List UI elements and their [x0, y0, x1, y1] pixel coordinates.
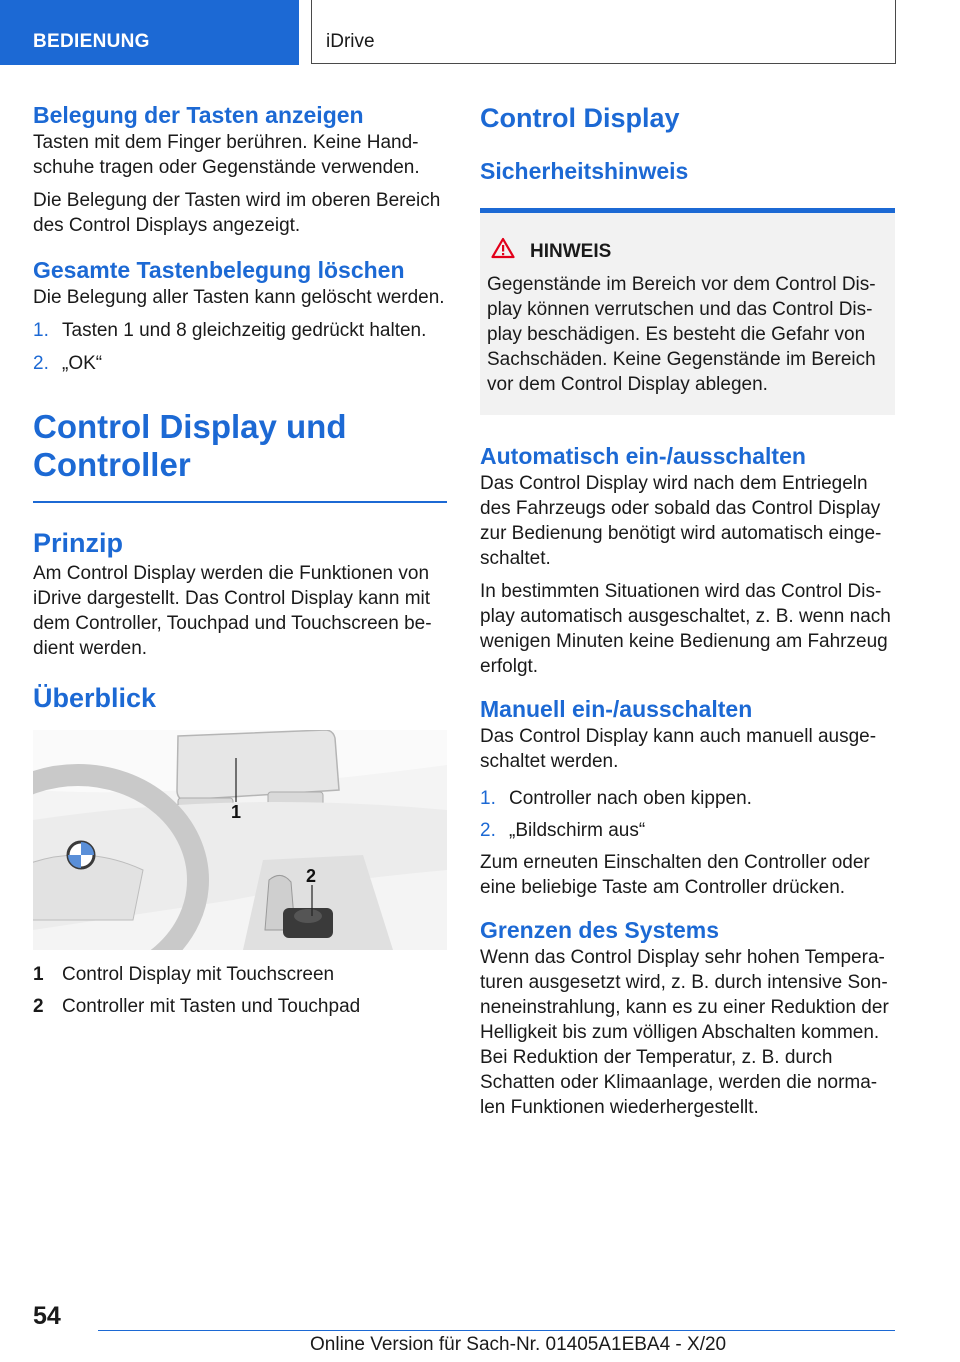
heading-manuell: Manuell ein-/ausschalten [480, 696, 753, 722]
heading-rule [33, 501, 447, 503]
list-text: Controller nach oben kippen. [509, 788, 752, 809]
page-number: 54 [33, 1302, 61, 1330]
list-text: „OK“ [62, 353, 103, 374]
heading-prinzip: Prinzip [33, 528, 124, 558]
heading-control-display: Control Display [480, 103, 680, 133]
paragraph-belegung-1: Tasten mit dem Finger berühren. Keine Hand-schuhe tragen oder Gegenstände verwenden. [33, 132, 420, 178]
paragraph-automatisch-1: Das Control Display wird nach dem Entriegeln des Fahrzeugs oder sobald das Control Display zur Bedienung benötigt wird automatisch einge-schaltet. [480, 473, 882, 569]
list-text: Tasten 1 und 8 gleichzeitig gedrückt halten. [62, 320, 427, 341]
list-item [33, 351, 447, 376]
list-item [33, 318, 447, 343]
legend-text: Control Display mit Touchscreen [62, 964, 335, 985]
right-column [480, 100, 895, 1120]
left-column [33, 100, 447, 1019]
paragraph-manuell: Das Control Display kann auch manuell ausge-schaltet werden. [480, 726, 877, 772]
list-number: 1. [33, 320, 49, 341]
callout-1: 1 [231, 802, 242, 822]
header-chapter-box [311, 0, 896, 64]
list-number: 2. [480, 820, 496, 841]
heading-sicherheitshinweis: Sicherheitshinweis [480, 158, 689, 184]
heading-automatisch: Automatisch ein-/ausschalten [480, 443, 806, 469]
list-number: 2. [33, 353, 49, 374]
list-text: „Bildschirm aus“ [509, 820, 646, 841]
heading-control-display-controller: Control Display und Controller [33, 408, 347, 483]
paragraph-prinzip: Am Control Display werden die Funktionen von iDrive dargestellt. Das Control Display kann mit dem Controller, Touchpad und Touchscreen be-dient werden. [33, 563, 432, 659]
footer-rule [98, 1330, 895, 1331]
legend-text: Controller mit Tasten und Touchpad [62, 996, 361, 1017]
header-chapter-label: iDrive [326, 31, 375, 52]
heading-belegung: Belegung der Tasten anzeigen [33, 102, 364, 128]
steps-list-right [480, 786, 895, 843]
list-item [480, 786, 895, 811]
notice-title: HINWEIS [530, 241, 612, 262]
header-section-tab [0, 0, 299, 65]
header-section-label: BEDIENUNG [33, 31, 150, 52]
footer-version-text: Online Version für Sach-Nr. 01405A1EBA4 - X/20 [310, 1334, 727, 1355]
warning-triangle-icon [491, 237, 515, 266]
paragraph-belegung-2: Die Belegung der Tasten wird im oberen Bereich des Control Displays angezeigt. [33, 190, 441, 236]
notice-box [480, 213, 895, 415]
figure-legend [33, 962, 447, 1019]
heading-grenzen: Grenzen des Systems [480, 917, 720, 943]
cockpit-illustration [33, 730, 447, 950]
list-item [480, 818, 895, 843]
callout-2: 2 [306, 866, 317, 886]
paragraph-manuell-2: Zum erneuten Einschalten den Controller oder eine beliebige Taste am Controller drücken. [480, 852, 870, 898]
heading-loeschen: Gesamte Tastenbelegung löschen [33, 257, 405, 283]
cockpit-drawing [33, 730, 447, 950]
notice-heading [487, 237, 889, 266]
legend-item [33, 962, 447, 987]
notice-text: Gegenstände im Bereich vor dem Control Dis-play können verrutschen und das Control Dis-play beschädigen. Es besteht die Gefahr von Sachschäden. Keine Gegenstände im Bereich vor dem Control Display ablegen. [487, 274, 876, 395]
paragraph-automatisch-2: In bestimmten Situationen wird das Control Dis-play automatisch ausgeschaltet, z. B. wenn nach wenigen Minuten keine Bedienung am Fahrzeug erfolgt. [480, 581, 891, 677]
legend-item [33, 994, 447, 1019]
steps-list-left [33, 318, 447, 376]
paragraph-grenzen: Wenn das Control Display sehr hohen Tempera-turen ausgesetzt wird, z. B. durch intensive Son-neneinstrahlung, kann es zu einer Reduktion der Helligkeit bis zum völligen Abschalten kommen. Bei Reduktion der Temperatur, z. B. durch Schatten oder Klimaanlage, werden die norma-len Funktionen wiederhergestellt. [480, 947, 889, 1118]
legend-number: 1 [33, 964, 44, 985]
paragraph-loeschen: Die Belegung aller Tasten kann gelöscht werden. [33, 287, 445, 308]
legend-number: 2 [33, 996, 44, 1017]
heading-ueberblick: Überblick [33, 683, 157, 713]
list-number: 1. [480, 788, 496, 809]
